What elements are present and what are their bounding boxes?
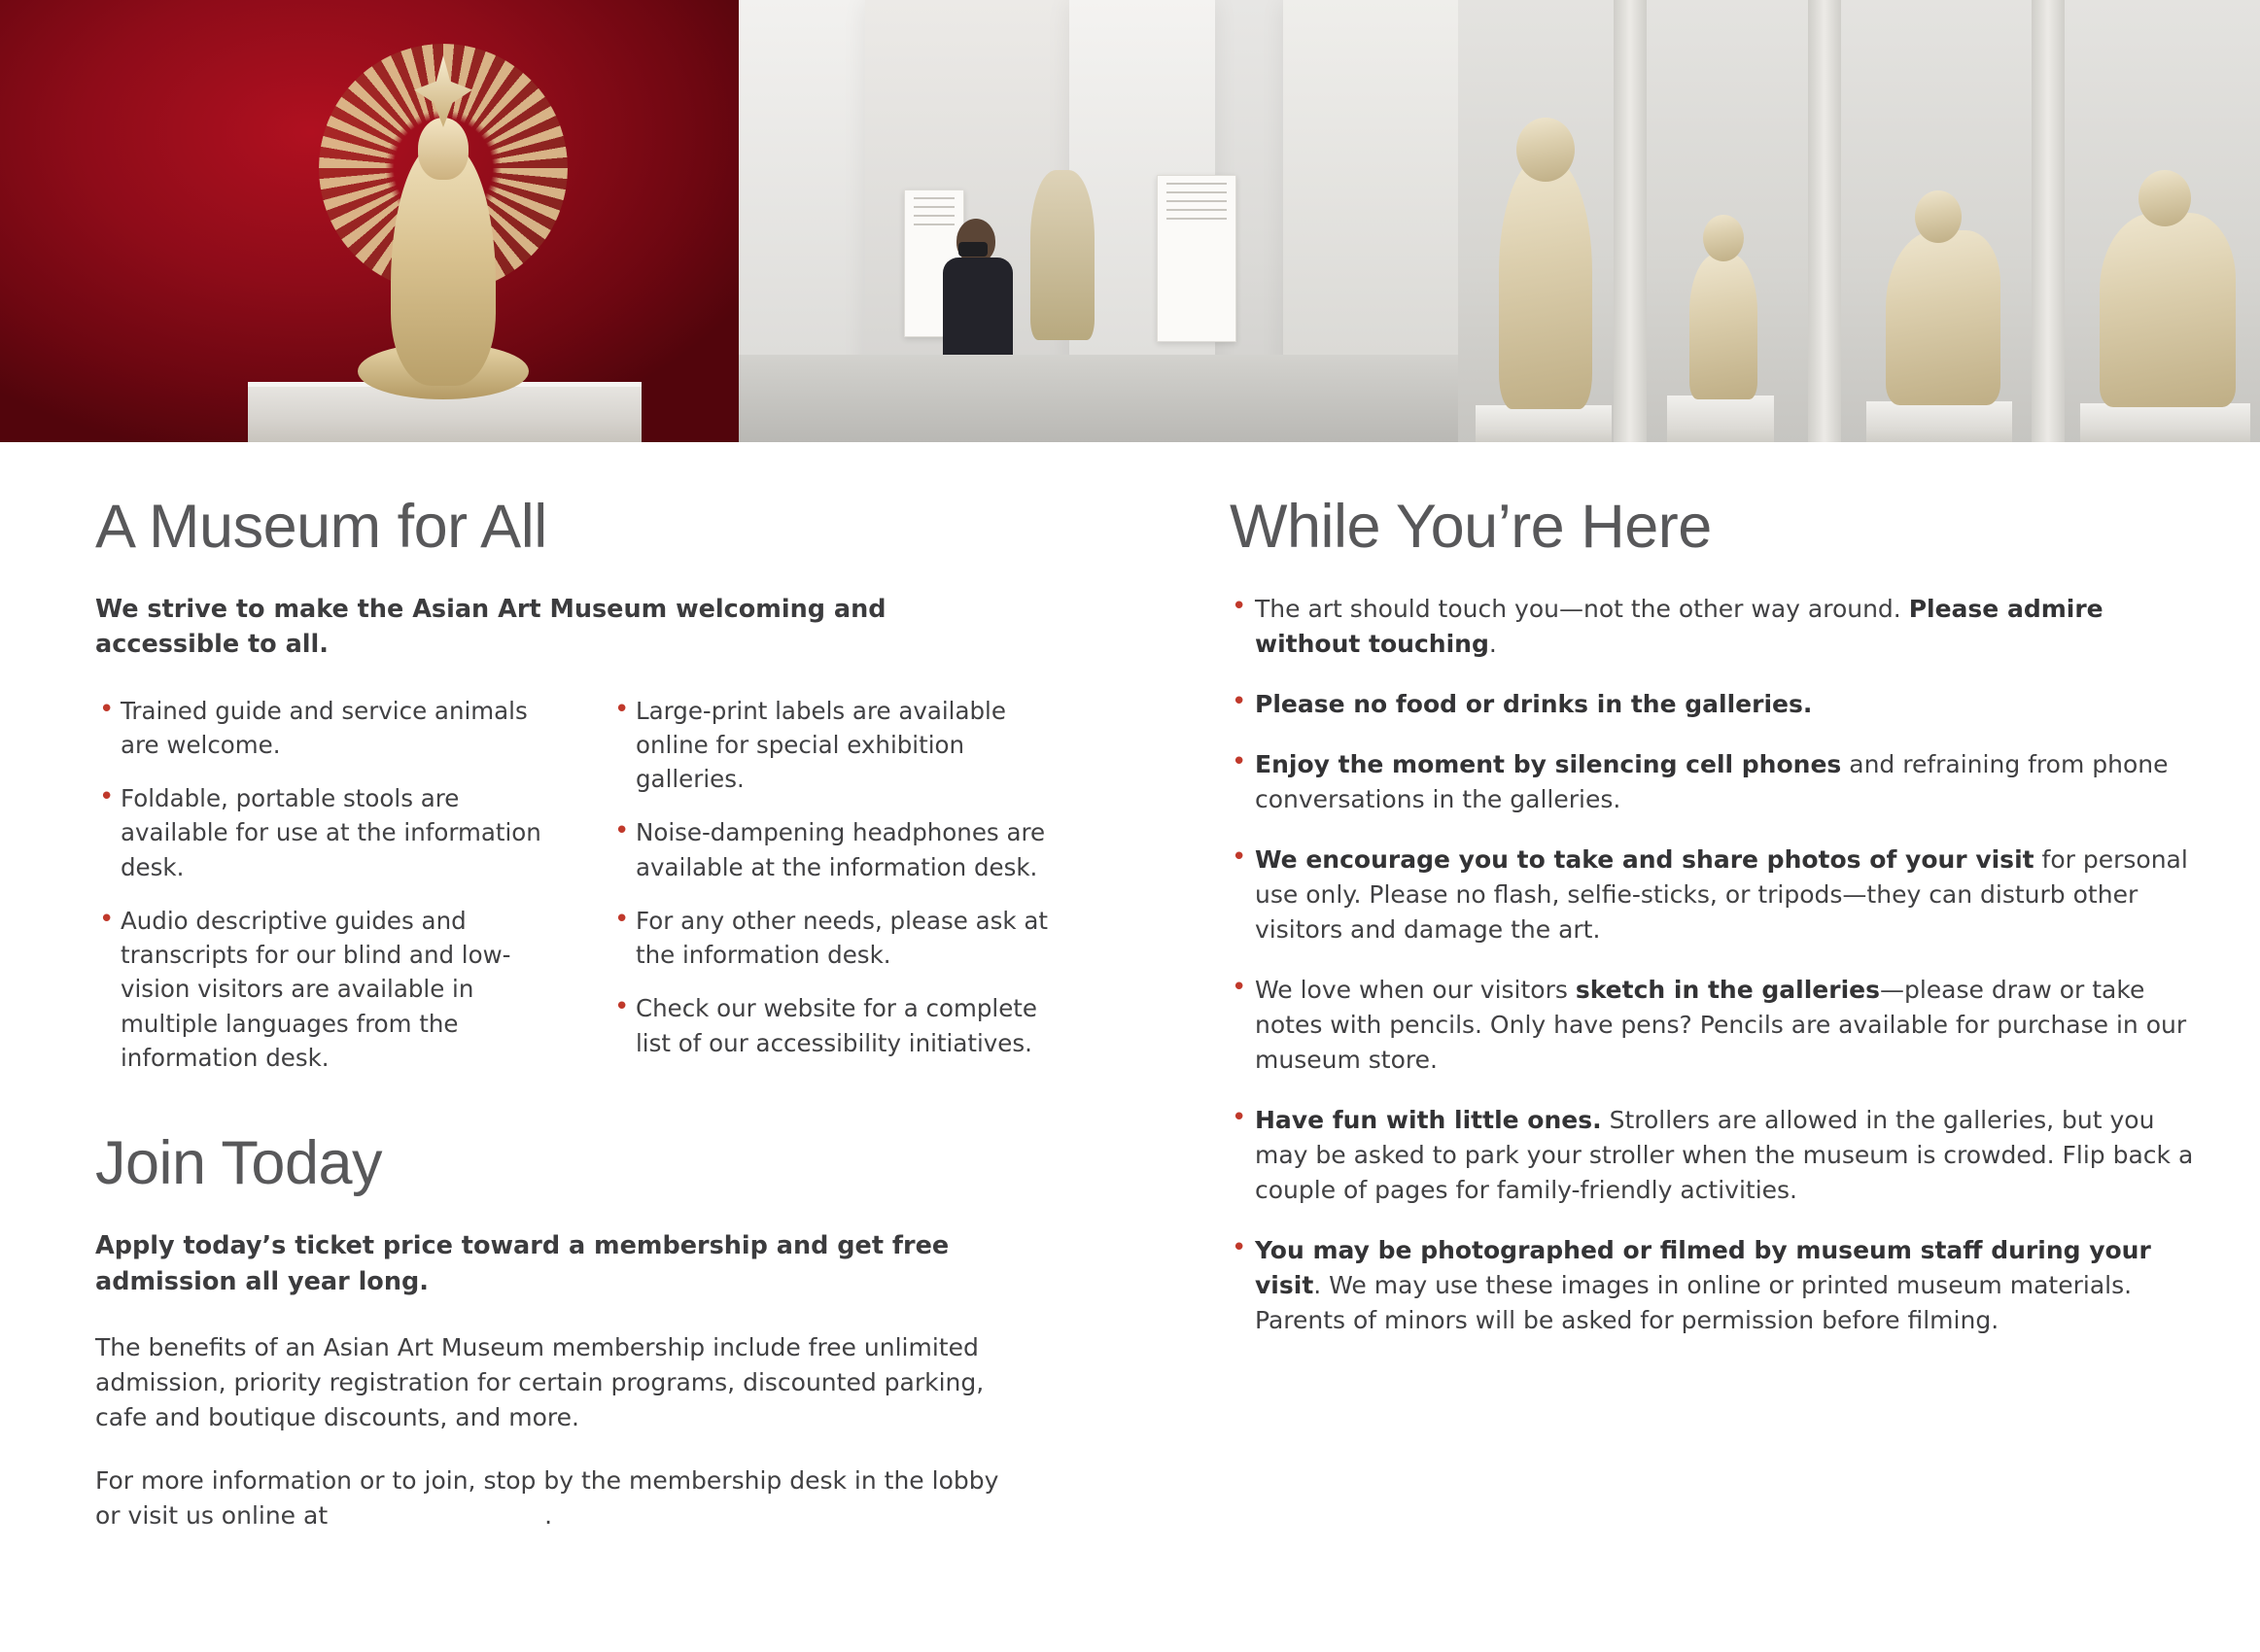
plinth-3	[1866, 401, 2012, 442]
list-item: • Noise-dampening headphones are available at the information desk.	[610, 815, 1077, 884]
vitrine-divider-3	[2032, 0, 2065, 442]
stone-sculpture-3-head	[1915, 190, 1962, 243]
column-left	[0, 442, 1132, 1561]
list-item	[1230, 687, 2202, 722]
plinth-1	[1476, 405, 1612, 442]
list-item: • Trained guide and service animals are welcome.	[95, 694, 562, 763]
plinth-2	[1667, 396, 1774, 442]
list-item: • For any other needs, please ask at the information desk.	[610, 904, 1077, 973]
page-title-museum-for-all: A Museum for All	[95, 493, 547, 561]
rule-text-tail: . We may use these images in online or printed museum materials. Parents of minors will be asked for permission before filming.	[1255, 1271, 2133, 1335]
stone-sculpture-4	[2100, 213, 2236, 407]
join-contact-period: .	[544, 1500, 553, 1530]
stone-sculpture-4-head	[2138, 170, 2191, 226]
plinth-4	[2080, 403, 2250, 442]
golden-bodhisattva-icon	[301, 26, 583, 386]
list-item	[1230, 973, 2202, 1078]
page-content	[0, 442, 2260, 1561]
hero-photo-gallery-visitor	[739, 0, 1458, 442]
accessibility-bullets-col2	[610, 694, 1077, 1095]
rule-text-bold: You may be photographed or filmed by museum staff during your visit	[1255, 1236, 2151, 1300]
rule-text-lead: The art should touch you—not the other way around.	[1255, 595, 1909, 624]
gallery-floor	[739, 355, 1458, 442]
join-today-lede: Apply today’s ticket price toward a membership and get free admission all year long.	[95, 1231, 950, 1296]
page-title-while-youre-here: While You’re Here	[1230, 493, 1712, 561]
list-item	[1230, 1233, 2202, 1338]
stone-sculpture-1-head	[1516, 118, 1575, 182]
hero-photo-golden-bodhisattva	[0, 0, 739, 442]
list-item	[1230, 592, 2202, 662]
accessibility-bullets	[95, 694, 1132, 1095]
rule-text-tail: and refraining from phone conversations in the galleries.	[1255, 750, 2169, 814]
accessibility-bullets-col1	[95, 694, 562, 1095]
rule-text-bold: sketch in the galleries	[1575, 976, 1880, 1005]
face-mask-icon	[958, 242, 988, 257]
rule-text-tail: —please draw or take notes with pencils. Only have pens? Pencils are available for purchase in our museum store.	[1255, 976, 2187, 1075]
rule-text-tail: Strollers are allowed in the galleries, but you may be asked to park your stroller when the museum is crowded. Flip back a couple of pages for family-friendly activities.	[1255, 1106, 2194, 1205]
join-today-benefits-paragraph: The benefits of an Asian Art Museum membership include free unlimited admission, priority registration for certain programs, discounted parking, cafe and boutique discounts, and more.	[95, 1332, 985, 1432]
stone-sculpture-3	[1886, 230, 2000, 405]
museum-for-all-lede: We strive to make the Asian Art Museum welcoming and accessible to all.	[95, 595, 887, 660]
rule-text-tail: .	[1488, 630, 1497, 659]
visitor-guidelines-list	[1230, 592, 2202, 1338]
stone-sculpture-2	[1689, 254, 1757, 399]
list-item: • Foldable, portable stools are available for use at the information desk.	[95, 781, 562, 884]
column-right	[1132, 442, 2260, 1561]
page-title-join-today: Join Today	[95, 1129, 383, 1198]
join-contact-text: For more information or to join, stop by the membership desk in the lobby or visit us online at	[95, 1465, 999, 1530]
list-item: • Check our website for a complete list of our accessibility initiatives.	[610, 991, 1077, 1060]
display-sculpture-1	[1030, 170, 1095, 340]
vitrine-divider-2	[1808, 0, 1841, 442]
rule-text-tail: for personal use only. Please no flash, selfie-sticks, or tripods—they can disturb other visitors and damage the art.	[1255, 845, 2188, 945]
list-item	[1230, 843, 2202, 947]
list-item: • Large-print labels are available online for special exhibition galleries.	[610, 694, 1077, 797]
stone-sculpture-1	[1499, 156, 1592, 409]
list-item: • Audio descriptive guides and transcripts for our blind and low-vision visitors are available in multiple languages from the information desk.	[95, 904, 562, 1075]
rule-text-bold: We encourage you to take and share photos of your visit	[1255, 845, 2034, 875]
rule-text-bold: Please admire without touching	[1255, 595, 2104, 659]
hero-image-band	[0, 0, 2260, 442]
rule-text-bold: Have fun with little ones.	[1255, 1106, 1602, 1135]
stone-sculpture-2-head	[1703, 215, 1744, 261]
hero-photo-stone-sculptures	[1458, 0, 2260, 442]
rule-text-lead: We love when our visitors	[1255, 976, 1576, 1005]
list-item	[1230, 747, 2202, 817]
join-today-contact-paragraph	[95, 1463, 1028, 1534]
list-item	[1230, 1103, 2202, 1208]
rule-text-bold: Please no food or drinks in the galleries.	[1255, 690, 1813, 719]
rule-text-bold: Enjoy the moment by silencing cell phones	[1255, 750, 1842, 779]
vitrine-divider-1	[1614, 0, 1647, 442]
wall-label-card-2	[1157, 175, 1236, 342]
